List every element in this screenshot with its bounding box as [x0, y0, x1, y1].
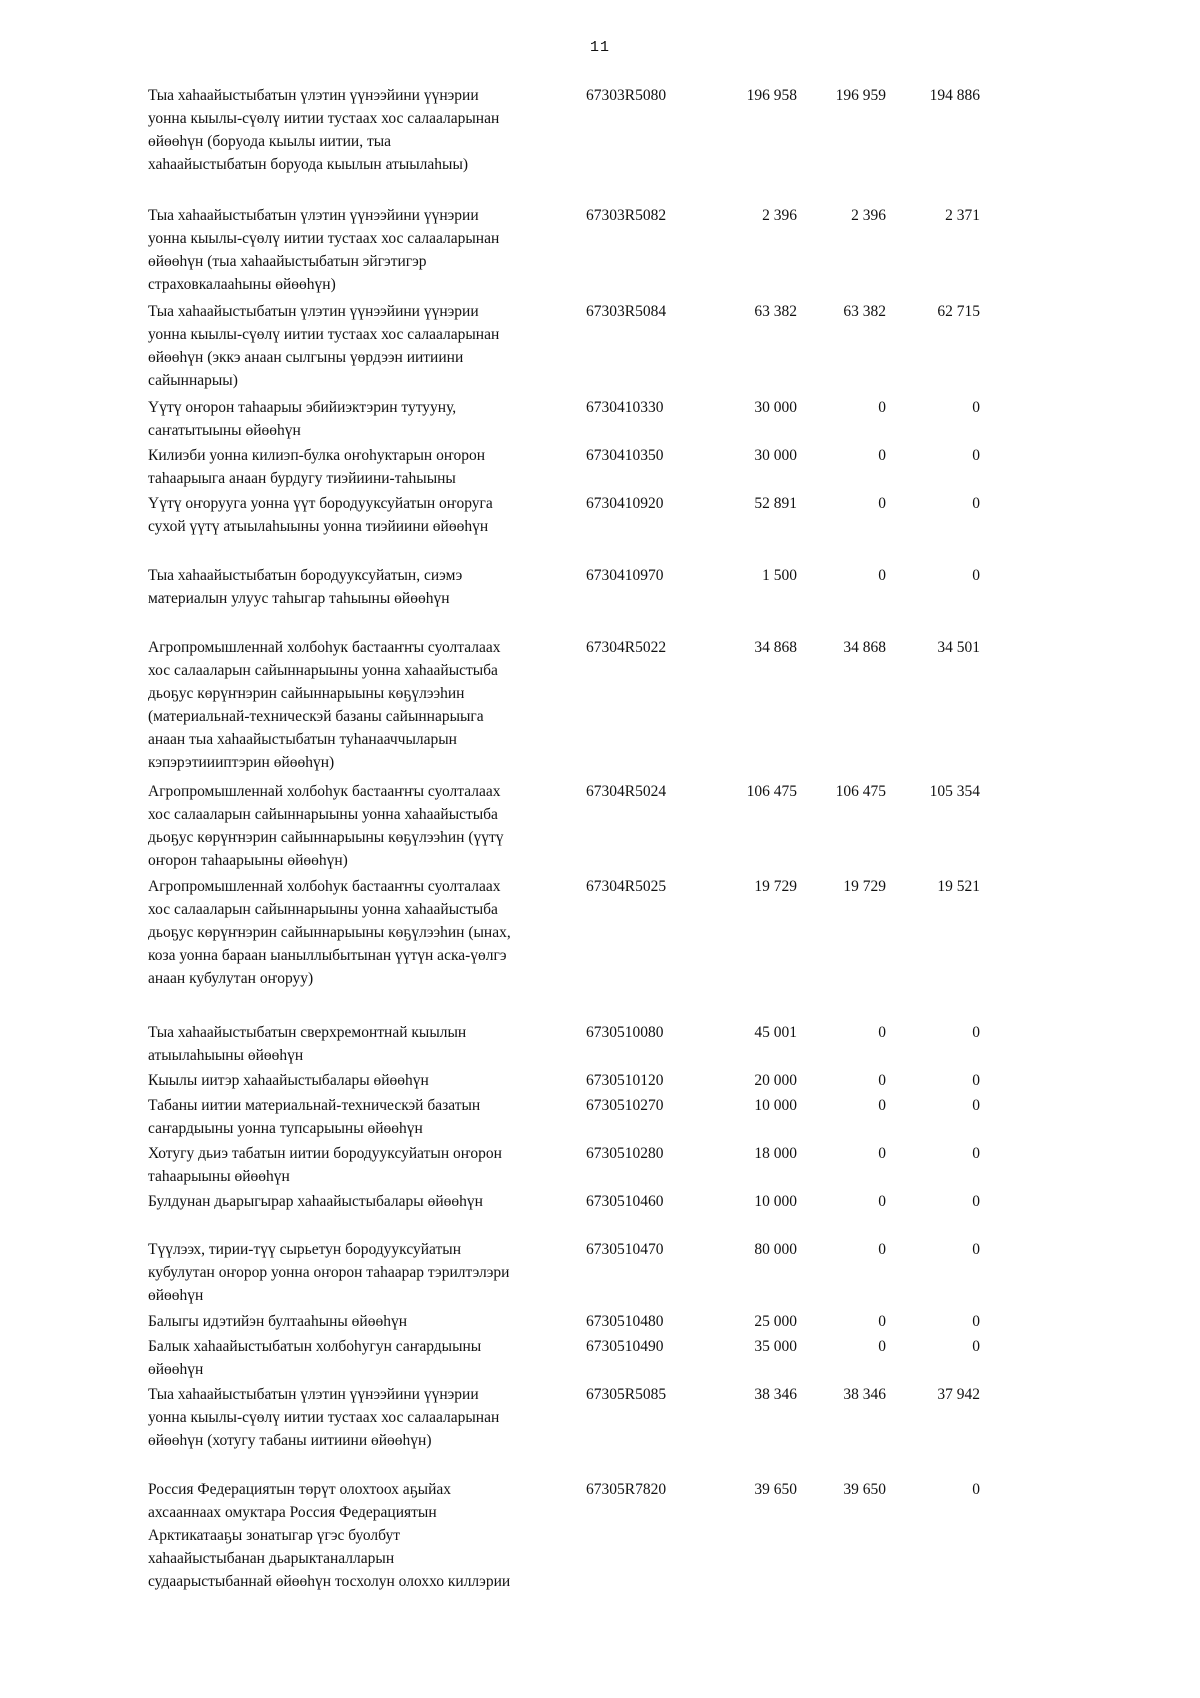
row-code: 6730410330	[586, 399, 664, 416]
row-value-1: 39 650	[754, 1481, 797, 1498]
row-value-2: 0	[878, 1024, 886, 1041]
row-value-2: 0	[878, 399, 886, 416]
row-value-2: 39 650	[843, 1481, 886, 1498]
page-number: 11	[589, 39, 610, 56]
row-value-3: 0	[972, 1072, 980, 1089]
row-code: 6730510470	[586, 1241, 664, 1258]
row-value-1: 63 382	[754, 303, 797, 320]
row-description: Агропромышленнай холбоһук бастааҥҥы суолталаах хос салааларын сайыннарыыны уонна хаһаайыстыба дьоҕус көрүҥнэрин сайыннарыыны көҕүлээһин (материальнай-техническэй базаны сайыннарыыга анаан тыа хаһаайыстыбатын туһанааччыларын кэпэрэтиииптэрин өйөөһүн)	[148, 639, 501, 771]
row-description: Түүлээх, тирии-түү сырьетун бородууксуйатын кубулутан оҥорор уонна оҥорон таһаарар тэрилтэлэри өйөөһүн	[148, 1241, 510, 1304]
row-description: Кыылы иитэр хаһаайыстыбалары өйөөһүн	[148, 1072, 429, 1089]
row-value-2: 0	[878, 447, 886, 464]
row-code: 6730410920	[586, 495, 664, 512]
row-code: 6730510270	[586, 1097, 664, 1114]
row-code: 67304R5024	[586, 783, 667, 800]
row-description: Тыа хаһаайыстыбатын үлэтин үүнээйини үүнэрии уонна кыылы-сүөлү иитии тустаах хос салааларынан өйөөһүн (эккэ анаан сылгыны үөрдээн иитиини сайыннарыы)	[148, 303, 500, 389]
row-value-2: 34 868	[843, 639, 886, 656]
row-value-2: 0	[878, 1072, 886, 1089]
row-value-3: 0	[972, 1097, 980, 1114]
row-code: 67303R5084	[586, 303, 667, 320]
row-value-2: 0	[878, 567, 886, 584]
row-value-2: 19 729	[843, 878, 886, 895]
row-code: 6730510460	[586, 1193, 664, 1210]
row-value-2: 196 959	[835, 87, 886, 104]
row-description: Балык хаһаайыстыбатын холбоһугун саҥардыыны өйөөһүн	[148, 1338, 482, 1378]
row-description: Килиэби уонна килиэп-булка оҥоһуктарын оҥорон таһаарыыга анаан бурдугу тиэйиини-таһыыны	[148, 447, 486, 487]
row-description: Тыа хаһаайыстыбатын үлэтин үүнээйини үүнэрии уонна кыылы-сүөлү иитии тустаах хос салааларынан өйөөһүн (хотугу табаны иитиини өйөөһүн)	[148, 1386, 500, 1449]
row-value-1: 35 000	[754, 1338, 797, 1355]
row-code: 6730510480	[586, 1313, 664, 1330]
row-value-2: 38 346	[843, 1386, 886, 1403]
row-value-3: 105 354	[929, 783, 980, 800]
row-description: Тыа хаһаайыстыбатын үлэтин үүнээйини үүнэрии уонна кыылы-сүөлү иитии тустаах хос салааларынан өйөөһүн (тыа хаһаайыстыбатын эйгэтигэр страховкалааһыны өйөөһүн)	[148, 207, 500, 293]
row-code: 67304R5022	[586, 639, 667, 656]
row-value-3: 0	[972, 1481, 980, 1498]
row-description: Россия Федерациятын төрүт олохтоох аҕыйах ахсааннаах омуктара Россия Федерациятын Арктикатааҕы зонатыгар үгэс буолбут хаһаайыстыбанан дьарыктаналларын судаарыстыбаннай өйөөһүн тосхолун олоххо киллэрии	[148, 1481, 511, 1590]
row-description: Агропромышленнай холбоһук бастааҥҥы суолталаах хос салааларын сайыннарыыны уонна хаһаайыстыба дьоҕус көрүҥнэрин сайыннарыыны көҕүлээһин (ынах, коза уонна бараан ыаныллыбытынан үүтүн аска-үөлгэ анаан кубулутан оҥоруу)	[148, 878, 511, 987]
row-description: Табаны иитии материальнай-техническэй базатын саҥардыыны уонна тупсарыыны өйөөһүн	[148, 1097, 481, 1137]
row-value-1: 196 958	[746, 87, 797, 104]
row-value-1: 80 000	[754, 1241, 797, 1258]
row-description: Хотугу дьиэ табатын иитии бородууксуйатын оҥорон таһаарыыны өйөөһүн	[148, 1145, 502, 1185]
row-value-1: 38 346	[754, 1386, 797, 1403]
row-code: 6730510490	[586, 1338, 664, 1355]
row-code: 6730510280	[586, 1145, 664, 1162]
row-value-3: 0	[972, 399, 980, 416]
row-value-2: 0	[878, 1313, 886, 1330]
row-value-1: 45 001	[754, 1024, 797, 1041]
row-code: 6730410350	[586, 447, 664, 464]
row-value-1: 10 000	[754, 1193, 797, 1210]
row-value-3: 34 501	[937, 639, 980, 656]
row-value-1: 52 891	[754, 495, 797, 512]
row-value-1: 2 396	[762, 207, 797, 224]
row-value-2: 106 475	[835, 783, 886, 800]
row-description: Тыа хаһаайыстыбатын үлэтин үүнээйини үүнэрии уонна кыылы-сүөлү иитии тустаах хос салааларынан өйөөһүн (боруода кыылы иитии, тыа хаһаайыстыбатын боруода кыылын атыылаһыы)	[148, 87, 500, 173]
row-value-1: 34 868	[754, 639, 797, 656]
row-value-3: 0	[972, 1024, 980, 1041]
row-code: 67304R5025	[586, 878, 667, 895]
row-value-3: 37 942	[937, 1386, 980, 1403]
row-description: Балыгы идэтийэн бултааһыны өйөөһүн	[148, 1313, 408, 1330]
row-description: Булдунан дьарыгырар хаһаайыстыбалары өйөөһүн	[148, 1193, 483, 1210]
row-value-3: 2 371	[945, 207, 980, 224]
row-description: Тыа хаһаайыстыбатын бородууксуйатын, сиэмэ материалын улуус таһыгар таһыыны өйөөһүн	[148, 567, 463, 607]
row-value-2: 0	[878, 1193, 886, 1210]
row-value-3: 62 715	[937, 303, 980, 320]
row-value-2: 0	[878, 495, 886, 512]
row-value-3: 0	[972, 567, 980, 584]
row-value-1: 106 475	[746, 783, 797, 800]
row-code: 6730510080	[586, 1024, 664, 1041]
row-value-3: 0	[972, 1241, 980, 1258]
row-value-1: 20 000	[754, 1072, 797, 1089]
row-code: 67305R5085	[586, 1386, 667, 1403]
row-value-3: 0	[972, 447, 980, 464]
row-value-3: 0	[972, 495, 980, 512]
row-code: 67305R7820	[586, 1481, 667, 1498]
row-value-2: 63 382	[843, 303, 886, 320]
row-code: 6730510120	[586, 1072, 664, 1089]
row-code: 67303R5080	[586, 87, 667, 104]
row-code: 67303R5082	[586, 207, 667, 224]
row-description: Агропромышленнай холбоһук бастааҥҥы суолталаах хос салааларын сайыннарыыны уонна хаһаайыстыба дьоҕус көрүҥнэрин сайыннарыыны көҕүлээһин (үүтү оҥорон таһаарыыны өйөөһүн)	[148, 783, 504, 869]
row-value-1: 18 000	[754, 1145, 797, 1162]
row-value-1: 30 000	[754, 447, 797, 464]
row-description: Тыа хаһаайыстыбатын сверхремонтнай кыылын атыылаһыыны өйөөһүн	[148, 1024, 467, 1064]
row-value-2: 0	[878, 1097, 886, 1114]
row-value-1: 1 500	[762, 567, 797, 584]
row-value-2: 2 396	[851, 207, 886, 224]
row-value-2: 0	[878, 1145, 886, 1162]
row-code: 6730410970	[586, 567, 664, 584]
row-value-1: 25 000	[754, 1313, 797, 1330]
row-value-2: 0	[878, 1241, 886, 1258]
row-value-3: 0	[972, 1338, 980, 1355]
row-value-3: 0	[972, 1313, 980, 1330]
row-value-1: 10 000	[754, 1097, 797, 1114]
row-description: Үүтү оҥоруугa уонна үүт бородууксуйатын оҥоруга сухой үүтү атыылаһыыны уонна тиэйиини өйөөһүн	[148, 495, 493, 535]
row-value-3: 0	[972, 1145, 980, 1162]
row-value-3: 0	[972, 1193, 980, 1210]
row-value-3: 19 521	[937, 878, 980, 895]
row-value-1: 19 729	[754, 878, 797, 895]
row-value-2: 0	[878, 1338, 886, 1355]
row-value-3: 194 886	[929, 87, 980, 104]
row-value-1: 30 000	[754, 399, 797, 416]
row-description: Үүтү оҥорон таһаарыы эбийиэктэрин тутууну, саҥатытыыны өйөөһүн	[148, 399, 457, 439]
